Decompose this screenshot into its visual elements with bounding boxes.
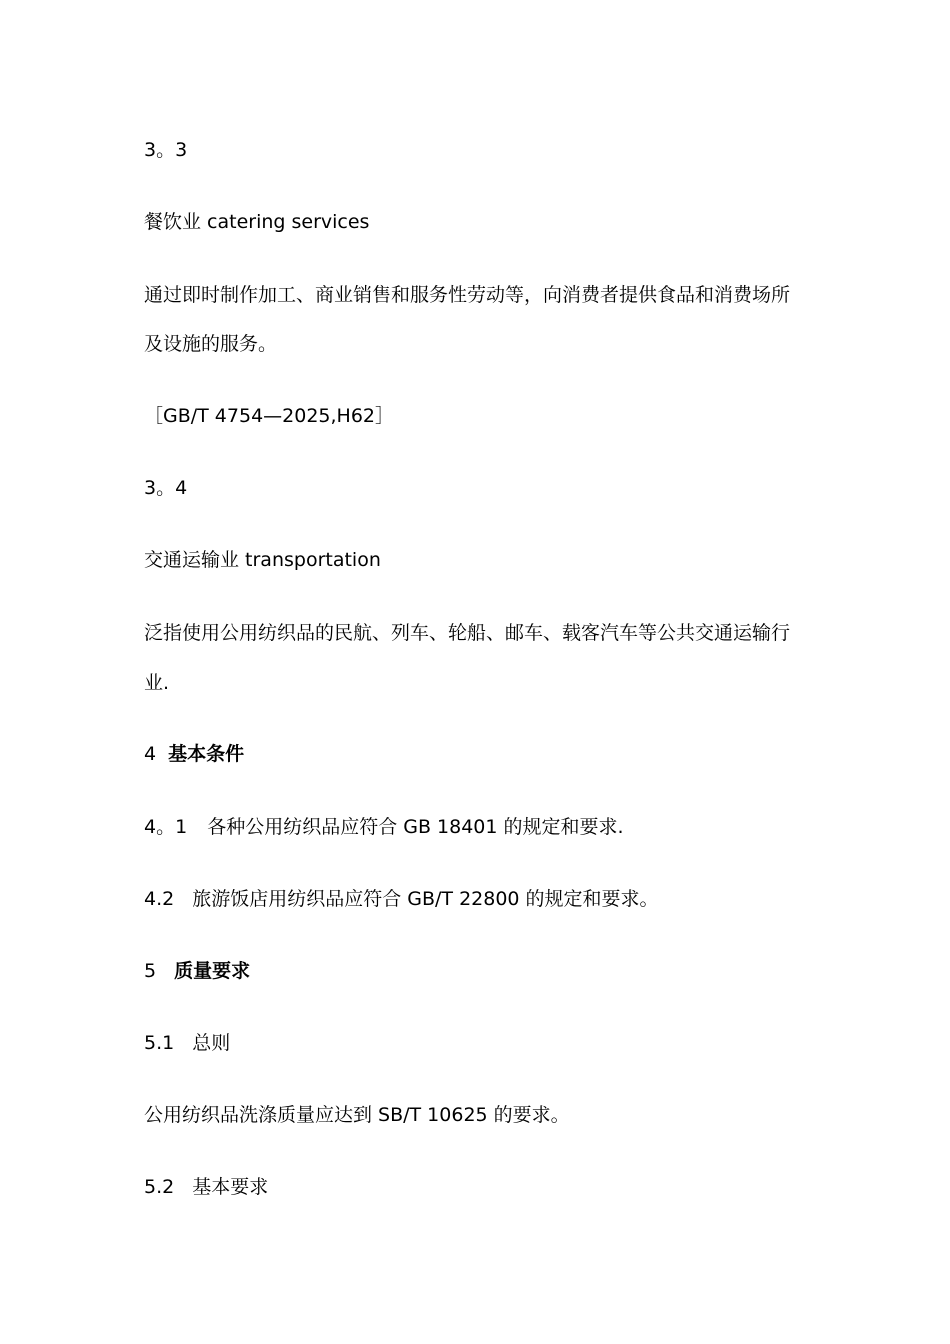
clause-3-3-number	[144, 138, 187, 162]
term-text: 交通运输业 transportation	[144, 549, 381, 571]
clause-3-4-definition-line-2	[144, 671, 169, 695]
term-text: 餐饮业 catering services	[144, 211, 370, 233]
clause-3-3-term	[144, 210, 369, 234]
section-number: 5	[144, 960, 157, 982]
clause-title: 基本要求	[192, 1176, 269, 1198]
clause-text: 公用纺织品洗涤质量应达到 SB/T 10625 的要求。	[144, 1104, 570, 1126]
definition-text: 业.	[144, 672, 170, 694]
clause-3-4-term	[144, 548, 381, 572]
section-title: 质量要求	[174, 960, 251, 982]
clause-3-3-definition-line-1	[144, 283, 790, 307]
clause-number: 5.1	[144, 1032, 175, 1054]
clause-number: 3。3	[144, 139, 188, 161]
clause-3-4-definition-line-1	[144, 621, 790, 645]
clause-number: 3。4	[144, 477, 188, 499]
clause-3-3-definition-line-2	[144, 332, 277, 356]
clause-5-2-heading	[144, 1175, 268, 1199]
section-number: 4	[144, 743, 157, 765]
clause-3-4-number	[144, 476, 187, 500]
definition-text: 泛指使用公用纺织品的民航、列车、轮船、邮车、载客汽车等公共交通运输行	[144, 622, 791, 644]
clause-number: 4。1	[144, 816, 188, 838]
source-reference: ［GB/T 4754—2025,H62］	[144, 405, 395, 427]
clause-number: 4.2	[144, 888, 175, 910]
section-5-heading	[144, 959, 250, 983]
definition-text: 及设施的服务。	[144, 333, 278, 355]
clause-4-1	[144, 815, 624, 839]
clause-5-1-heading	[144, 1031, 230, 1055]
section-title: 基本条件	[168, 743, 245, 765]
clause-3-3-source	[144, 404, 394, 428]
definition-text: 通过即时制作加工、商业销售和服务性劳动等，向消费者提供食品和消费场所	[144, 284, 791, 306]
clause-5-1-text	[144, 1103, 570, 1127]
clause-4-2	[144, 887, 659, 911]
clause-text: 旅游饭店用纺织品应符合 GB/T 22800 的规定和要求。	[192, 888, 659, 910]
clause-number: 5.2	[144, 1176, 175, 1198]
clause-title: 总则	[192, 1032, 231, 1054]
section-4-heading	[144, 742, 244, 766]
clause-text: 各种公用纺织品应符合 GB 18401 的规定和要求.	[207, 816, 624, 838]
